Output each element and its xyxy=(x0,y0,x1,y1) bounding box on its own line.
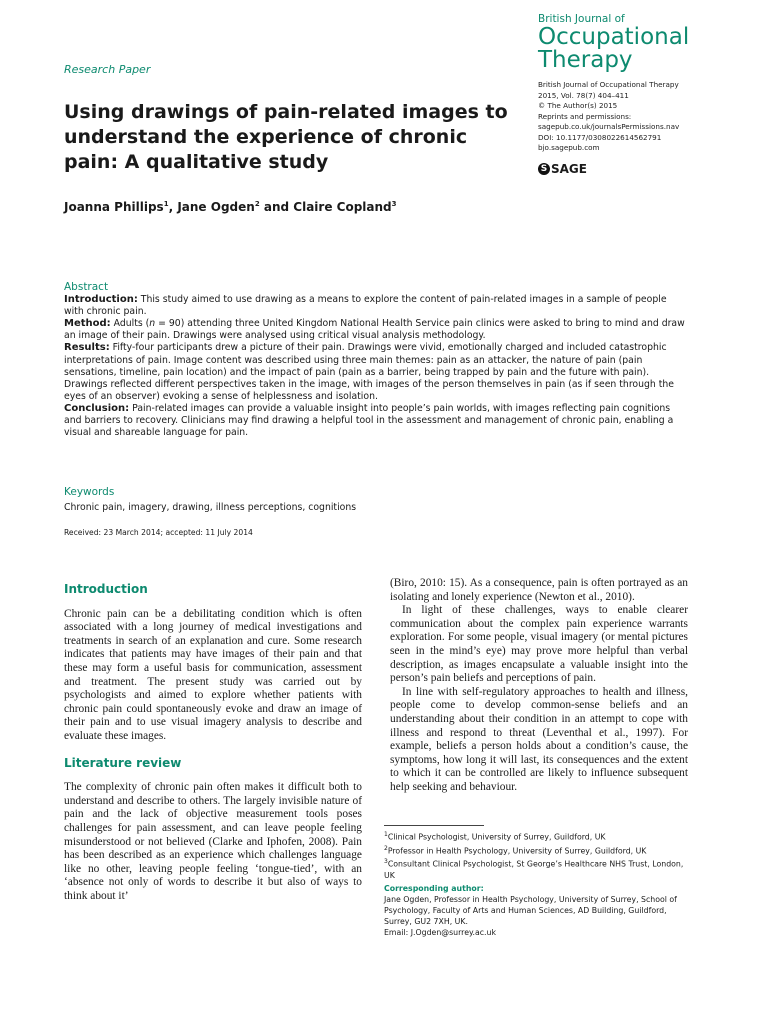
author-affiliation-mark: 3 xyxy=(391,200,397,208)
affiliation-text: Consultant Clinical Psychologist, St George’s Healthcare NHS Trust, London, UK xyxy=(384,859,684,880)
author-name: Claire Copland xyxy=(293,200,392,214)
abstract-results xyxy=(64,342,688,402)
corresponding-text: Jane Ogden, Professor in Health Psychology, University of Surrey, School of Psychology, Faculty of Arts and Human Sciences, AD Building, Guildford, Surrey, GU2 7XH, UK. xyxy=(384,894,677,926)
affiliation-mark: 1 xyxy=(384,831,388,838)
meta-line: sagepub.co.uk/journalsPermissions.nav xyxy=(538,122,680,131)
keywords-text: Chronic pain, imagery, drawing, illness perceptions, cognitions xyxy=(64,502,357,513)
meta-line: bjo.sagepub.com xyxy=(538,143,600,152)
footnote-divider xyxy=(384,825,484,826)
abstract-label: Conclusion: xyxy=(64,402,130,414)
journal-logo xyxy=(538,13,689,71)
publisher-name: SAGE xyxy=(551,162,587,176)
abstract-text: Adults ( xyxy=(110,318,150,330)
body-column-left xyxy=(64,583,362,903)
abstract-text: Fifty-four participants drew a picture of their pain. Drawings were vivid, emotionally charged and included catastrophic interpretations of pain. Image content was described using three main themes: pain as an attacker, the nature of pain (pain sensations, timeline, pain location) and the impact of pain (pain as a barrier, being trapped by pain and the future with pain). Drawings reflected different perspectives taken in the image, with images of the person themselves in pain (as if seen through the eyes of an observer) evoking a sense of helplessness and isolation. xyxy=(64,342,675,402)
corresponding-email[interactable]: Email: J.Ogden@surrey.ac.uk xyxy=(384,927,496,937)
sage-logo-icon: S xyxy=(538,163,550,175)
abstract-label: Introduction: xyxy=(64,294,138,306)
meta-line: © The Author(s) 2015 xyxy=(538,101,618,110)
abstract-conclusion xyxy=(64,403,688,439)
abstract xyxy=(64,281,688,439)
affiliation xyxy=(384,829,694,843)
publisher-logo xyxy=(538,162,587,176)
affiliation xyxy=(384,843,694,857)
meta-line: Reprints and permissions: xyxy=(538,111,632,121)
keywords xyxy=(64,486,688,514)
article-title: Using drawings of pain-related images to understand the experience of chronic pain: A qualitative study xyxy=(64,101,508,173)
abstract-n-symbol: n xyxy=(149,318,156,330)
section-heading: Literature review xyxy=(64,755,182,770)
section-heading: Introduction xyxy=(64,582,148,596)
footnotes xyxy=(384,825,694,938)
author-separator: and xyxy=(259,200,294,214)
author-name: Joanna Phillips xyxy=(64,200,164,214)
corresponding-heading: Corresponding author: xyxy=(384,883,484,893)
meta-line: British Journal of Occupational Therapy xyxy=(538,80,679,89)
logo-line2: Occupational xyxy=(538,24,690,50)
body-paragraph: In light of these challenges, ways to enable clearer communication about the complex pain experience warrants exploration. For some people, visual imagery (or mental pictures seen in the mind’s eye) may prove more helpful than verbal description, as images encapsulate a valuable insight into the person’s pain beliefs and perceptions of pain. xyxy=(390,604,688,685)
abstract-method xyxy=(64,318,688,342)
abstract-label: Method: xyxy=(64,318,111,330)
affiliation-text: Professor in Health Psychology, University of Surrey, Guildford, UK xyxy=(387,846,647,856)
author-affiliation-mark: 1 xyxy=(163,200,169,208)
abstract-heading: Abstract xyxy=(64,281,109,293)
affiliation xyxy=(384,856,694,881)
keywords-heading: Keywords xyxy=(64,486,115,498)
abstract-text: = 90) attending three United Kingdom National Health Service pain clinics were asked to bring to mind and draw an image of their pain. Drawings were analysed using critical visual analysis methodology. xyxy=(64,318,685,342)
affiliation-text: Clinical Psychologist, University of Surrey, Guildford, UK xyxy=(387,832,606,842)
abstract-label: Results: xyxy=(64,342,110,354)
received-date: Received: 23 March 2014; accepted: 11 July 2014 xyxy=(64,528,253,537)
journal-meta xyxy=(538,80,748,154)
author-name: Jane Ogden xyxy=(177,200,255,214)
logo-line1: British Journal of xyxy=(538,13,625,25)
meta-line: DOI: 10.1177/0308022614562791 xyxy=(538,132,662,142)
body-paragraph: The complexity of chronic pain often makes it difficult both to understand and describe to others. The largely invisible nature of pain and the lack of objective measurement tools poses challenges for pain assessment, and can leave people feeling misunderstood or not believed (Clarke and Iphofen, 2008). Pain has been described as an experience which challenges language like no other, leaving people feeling ‘tongue-tied’, with an ‘absence not only of words to describe it but also of ways to think about it’ xyxy=(64,781,362,902)
affiliation-mark: 3 xyxy=(384,858,388,866)
author-separator: , xyxy=(168,200,178,214)
body-paragraph: In line with self-regulatory approaches to health and illness, people come to develop common-sense beliefs and an understanding about their condition in an attempt to cope with illness and respond to threat (Leventhal et al., 1997). For example, beliefs a person holds about a condition’s cause, the symptoms, how long it will last, its consequences and the extent to which it can be controlled are likely to influence subsequent help seeking and behaviour. xyxy=(390,685,688,793)
author-affiliation-mark: 2 xyxy=(254,200,260,208)
abstract-text: Pain-related images can provide a valuable insight into people’s pain worlds, with images reflecting pain cognitions and barriers to recovery. Clinicians may find drawing a helpful tool in the assessment and management of chronic pain, enabling a visual and shareable language for pain. xyxy=(64,402,674,439)
abstract-text: This study aimed to use drawing as a means to explore the content of pain-related images in a sample of people with chronic pain. xyxy=(64,294,667,318)
meta-line: 2015, Vol. 78(7) 404–411 xyxy=(538,90,629,100)
section-label: Research Paper xyxy=(64,63,151,76)
author-list xyxy=(64,200,397,214)
body-column-right xyxy=(390,577,688,795)
abstract-introduction xyxy=(64,294,688,318)
logo-line3: Therapy xyxy=(538,47,633,73)
body-paragraph: (Biro, 2010: 15). As a consequence, pain is often portrayed as an isolating and lonely experience (Newton et al., 2010). xyxy=(390,577,688,603)
body-paragraph: Chronic pain can be a debilitating condition which is often associated with a long journey of medical investigations and treatments in search of an explanation and cure. Some research indicates that patients may have images of their pain and that these may form a useful basis for communication, assessment and treatment. The present study was carried out by psychologists and aimed to explore whether patients with chronic pain could spontaneously evoke and draw an image of their pain and to use visual imagery analysis to describe and evaluate these images. xyxy=(64,607,362,742)
affiliation-mark: 2 xyxy=(384,844,388,852)
